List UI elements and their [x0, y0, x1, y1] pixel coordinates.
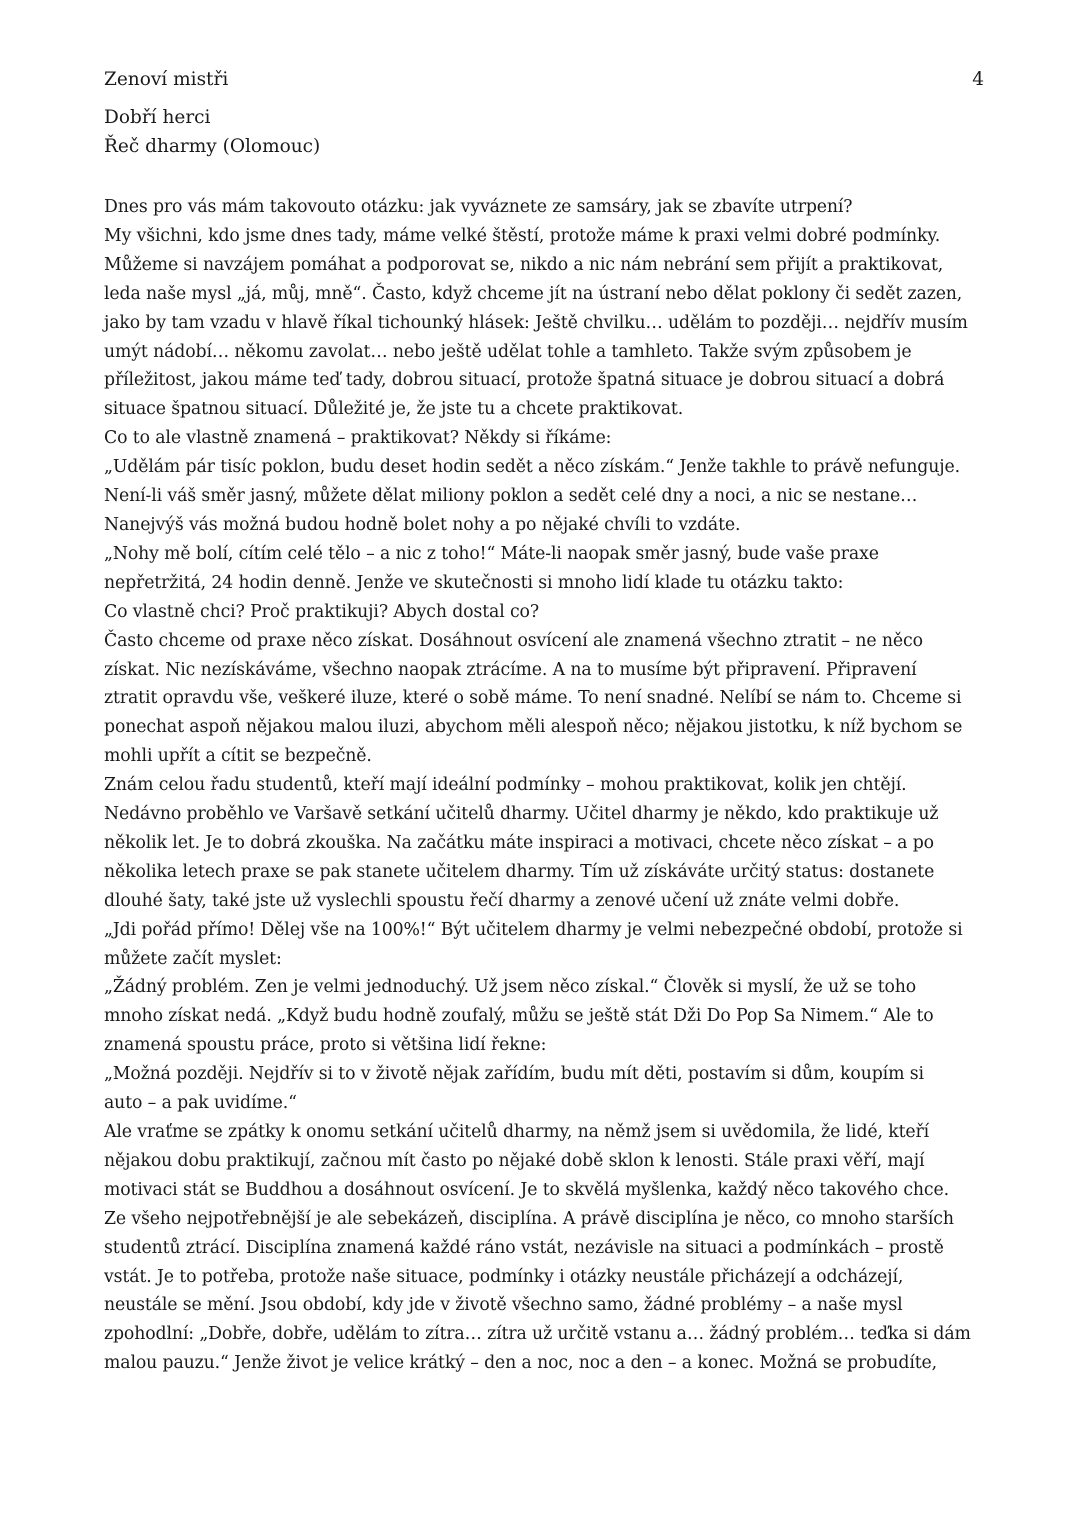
- text-line: „Možná později. Nejdřív si to v životě nějak zařídím, budu mít děti, postavím si dům, koupím si: [104, 1064, 924, 1085]
- text-line: „Nohy mě bolí, cítím celé tělo – a nic z toho!“ Máte-li naopak směr jasný, bude vaše praxe: [104, 543, 879, 564]
- text-line: získat. Nic nezískáváme, všechno naopak ztrácíme. A na to musíme být připravení. Připravení: [104, 659, 917, 680]
- text-line: My všichni, kdo jsme dnes tady, máme velké štěstí, protože máme k praxi velmi dobré podmínky.: [104, 225, 941, 246]
- text-line: umýt nádobí… někomu zavolat… nebo ještě udělat tohle a tamhleto. Takže svým způsobem je: [104, 341, 912, 362]
- text-line: nepřetržitá, 24 hodin denně. Jenže ve skutečnosti si mnoho lidí klade tu otázku takto:: [104, 572, 844, 593]
- chapter-title-block: [104, 103, 984, 161]
- text-line: Můžeme si navzájem pomáhat a podporovat se, nikdo a nic nám nebrání sem přijít a praktikovat,: [104, 254, 944, 275]
- text-line: příležitost, jakou máme teď tady, dobrou situací, protože špatná situace je dobrou situací a dobrá: [104, 370, 945, 391]
- text-line: Nanejvýš vás možná budou hodně bolet nohy a po nějaké chvíli to vzdáte.: [104, 514, 741, 535]
- text-line: ztratit opravdu vše, veškeré iluze, které o sobě máme. To není snadné. Nelíbí se nám to. Chceme si: [104, 688, 962, 709]
- text-line: „Žádný problém. Zen je velmi jednoduchý. Už jsem něco získal.“ Člověk si myslí, že už se toho: [104, 977, 917, 998]
- text-line: mnoho získat nedá. „Když budu hodně zoufalý, můžu se ještě stát Dži Do Pop Sa Nimem.“ Ale to: [104, 1006, 934, 1027]
- text-line: Co to ale vlastně znamená – praktikovat? Někdy si říkáme:: [104, 428, 612, 449]
- text-line: Často chceme od praxe něco získat. Dosáhnout osvícení ale znamená všechno ztratit – ne něco: [104, 630, 923, 651]
- text-line: několika letech praxe se pak stanete učitelem dharmy. Tím už získáváte určitý status: dostanete: [104, 861, 935, 882]
- text-line: Nedávno proběhlo ve Varšavě setkání učitelů dharmy. Učitel dharmy je někdo, kdo praktikuje už: [104, 804, 939, 825]
- text-line: znamená spoustu práce, proto si většina lidí řekne:: [104, 1035, 547, 1056]
- text-line: auto – a pak uvidíme.“: [104, 1093, 297, 1114]
- chapter-subtitle: Řeč dharmy (Olomouc): [104, 136, 321, 157]
- text-line: nějakou dobu praktikují, začnou mít často po nějaké době sklon k lenosti. Stále praxi věří, mají: [104, 1150, 925, 1171]
- text-line: dlouhé šaty, také jste už vyslechli spoustu řečí dharmy a zenové učení už znáte velmi dobře.: [104, 890, 900, 911]
- text-line: mohli upřít a cítit se bezpečně.: [104, 746, 372, 767]
- text-line: leda naše mysl „já, můj, mně“. Často, když chceme jít na ústraní nebo dělat poklony či sedět zazen,: [104, 283, 963, 304]
- page-number: 4: [972, 69, 984, 90]
- text-line: „Udělám pár tisíc poklon, budu deset hodin sedět a něco získám.“ Jenže takhle to právě nefunguje.: [104, 457, 960, 478]
- text-line: zpohodlní: „Dobře, dobře, udělám to zítra… zítra už určitě vstanu a… žádný problém… teďka si dám: [104, 1324, 971, 1345]
- page-header: [104, 66, 984, 96]
- text-line: situace špatnou situací. Důležité je, že jste tu a chcete praktikovat.: [104, 399, 684, 420]
- running-title: Zenoví mistři: [104, 69, 229, 90]
- body-text: [104, 193, 984, 1378]
- text-line: studentů ztrácí. Disciplína znamená každé ráno vstát, nezávisle na situaci a podmínkách – prostě: [104, 1237, 944, 1258]
- text-line: neustále se mění. Jsou období, kdy jde v životě všechno samo, žádné problémy – a naše mysl: [104, 1295, 903, 1316]
- chapter-title: Dobří herci: [104, 107, 211, 128]
- text-line: vstát. Je to potřeba, protože naše situace, podmínky i otázky neustále přicházejí a odcházejí,: [104, 1266, 904, 1287]
- text-line: Není-li váš směr jasný, můžete dělat miliony poklon a sedět celé dny a noci, a nic se nestane…: [104, 486, 918, 507]
- text-line: ponechat aspoň nějakou malou iluzi, abychom měli alespoň něco; nějakou jistotku, k níž bychom se: [104, 717, 963, 738]
- text-line: „Jdi pořád přímo! Dělej vše na 100%!“ Být učitelem dharmy je velmi nebezpečné období, protože si: [104, 919, 963, 940]
- text-line: Ze všeho nejpotřebnější je ale sebekázeň, disciplína. A právě disciplína je něco, co mnoho starších: [104, 1208, 954, 1229]
- text-line: Znám celou řadu studentů, kteří mají ideální podmínky – mohou praktikovat, kolik jen chtějí.: [104, 775, 907, 796]
- text-line: Dnes pro vás mám takovouto otázku: jak vyváznete ze samsáry, jak se zbavíte utrpení?: [104, 197, 853, 217]
- text-line: můžete začít myslet:: [104, 948, 282, 969]
- text-line: Ale vraťme se zpátky k onomu setkání učitelů dharmy, na němž jsem si uvědomila, že lidé, kteří: [104, 1122, 930, 1142]
- text-line: jako by tam vzadu v hlavě říkal tichounký hlásek: Ještě chvilku… udělám to později… nejdřív musím: [104, 312, 968, 333]
- text-line: malou pauzu.“ Jenže život je velice krátký – den a noc, noc a den – a konec. Možná se probudíte,: [104, 1353, 938, 1374]
- text-line: několik let. Je to dobrá zkouška. Na začátku máte inspiraci a motivaci, chcete něco získat – a po: [104, 832, 934, 853]
- text-line: Co vlastně chci? Proč praktikuji? Abych dostal co?: [104, 601, 539, 622]
- text-line: motivaci stát se Buddhou a dosáhnout osvícení. Je to skvělá myšlenka, každý něco takového chce.: [104, 1179, 949, 1200]
